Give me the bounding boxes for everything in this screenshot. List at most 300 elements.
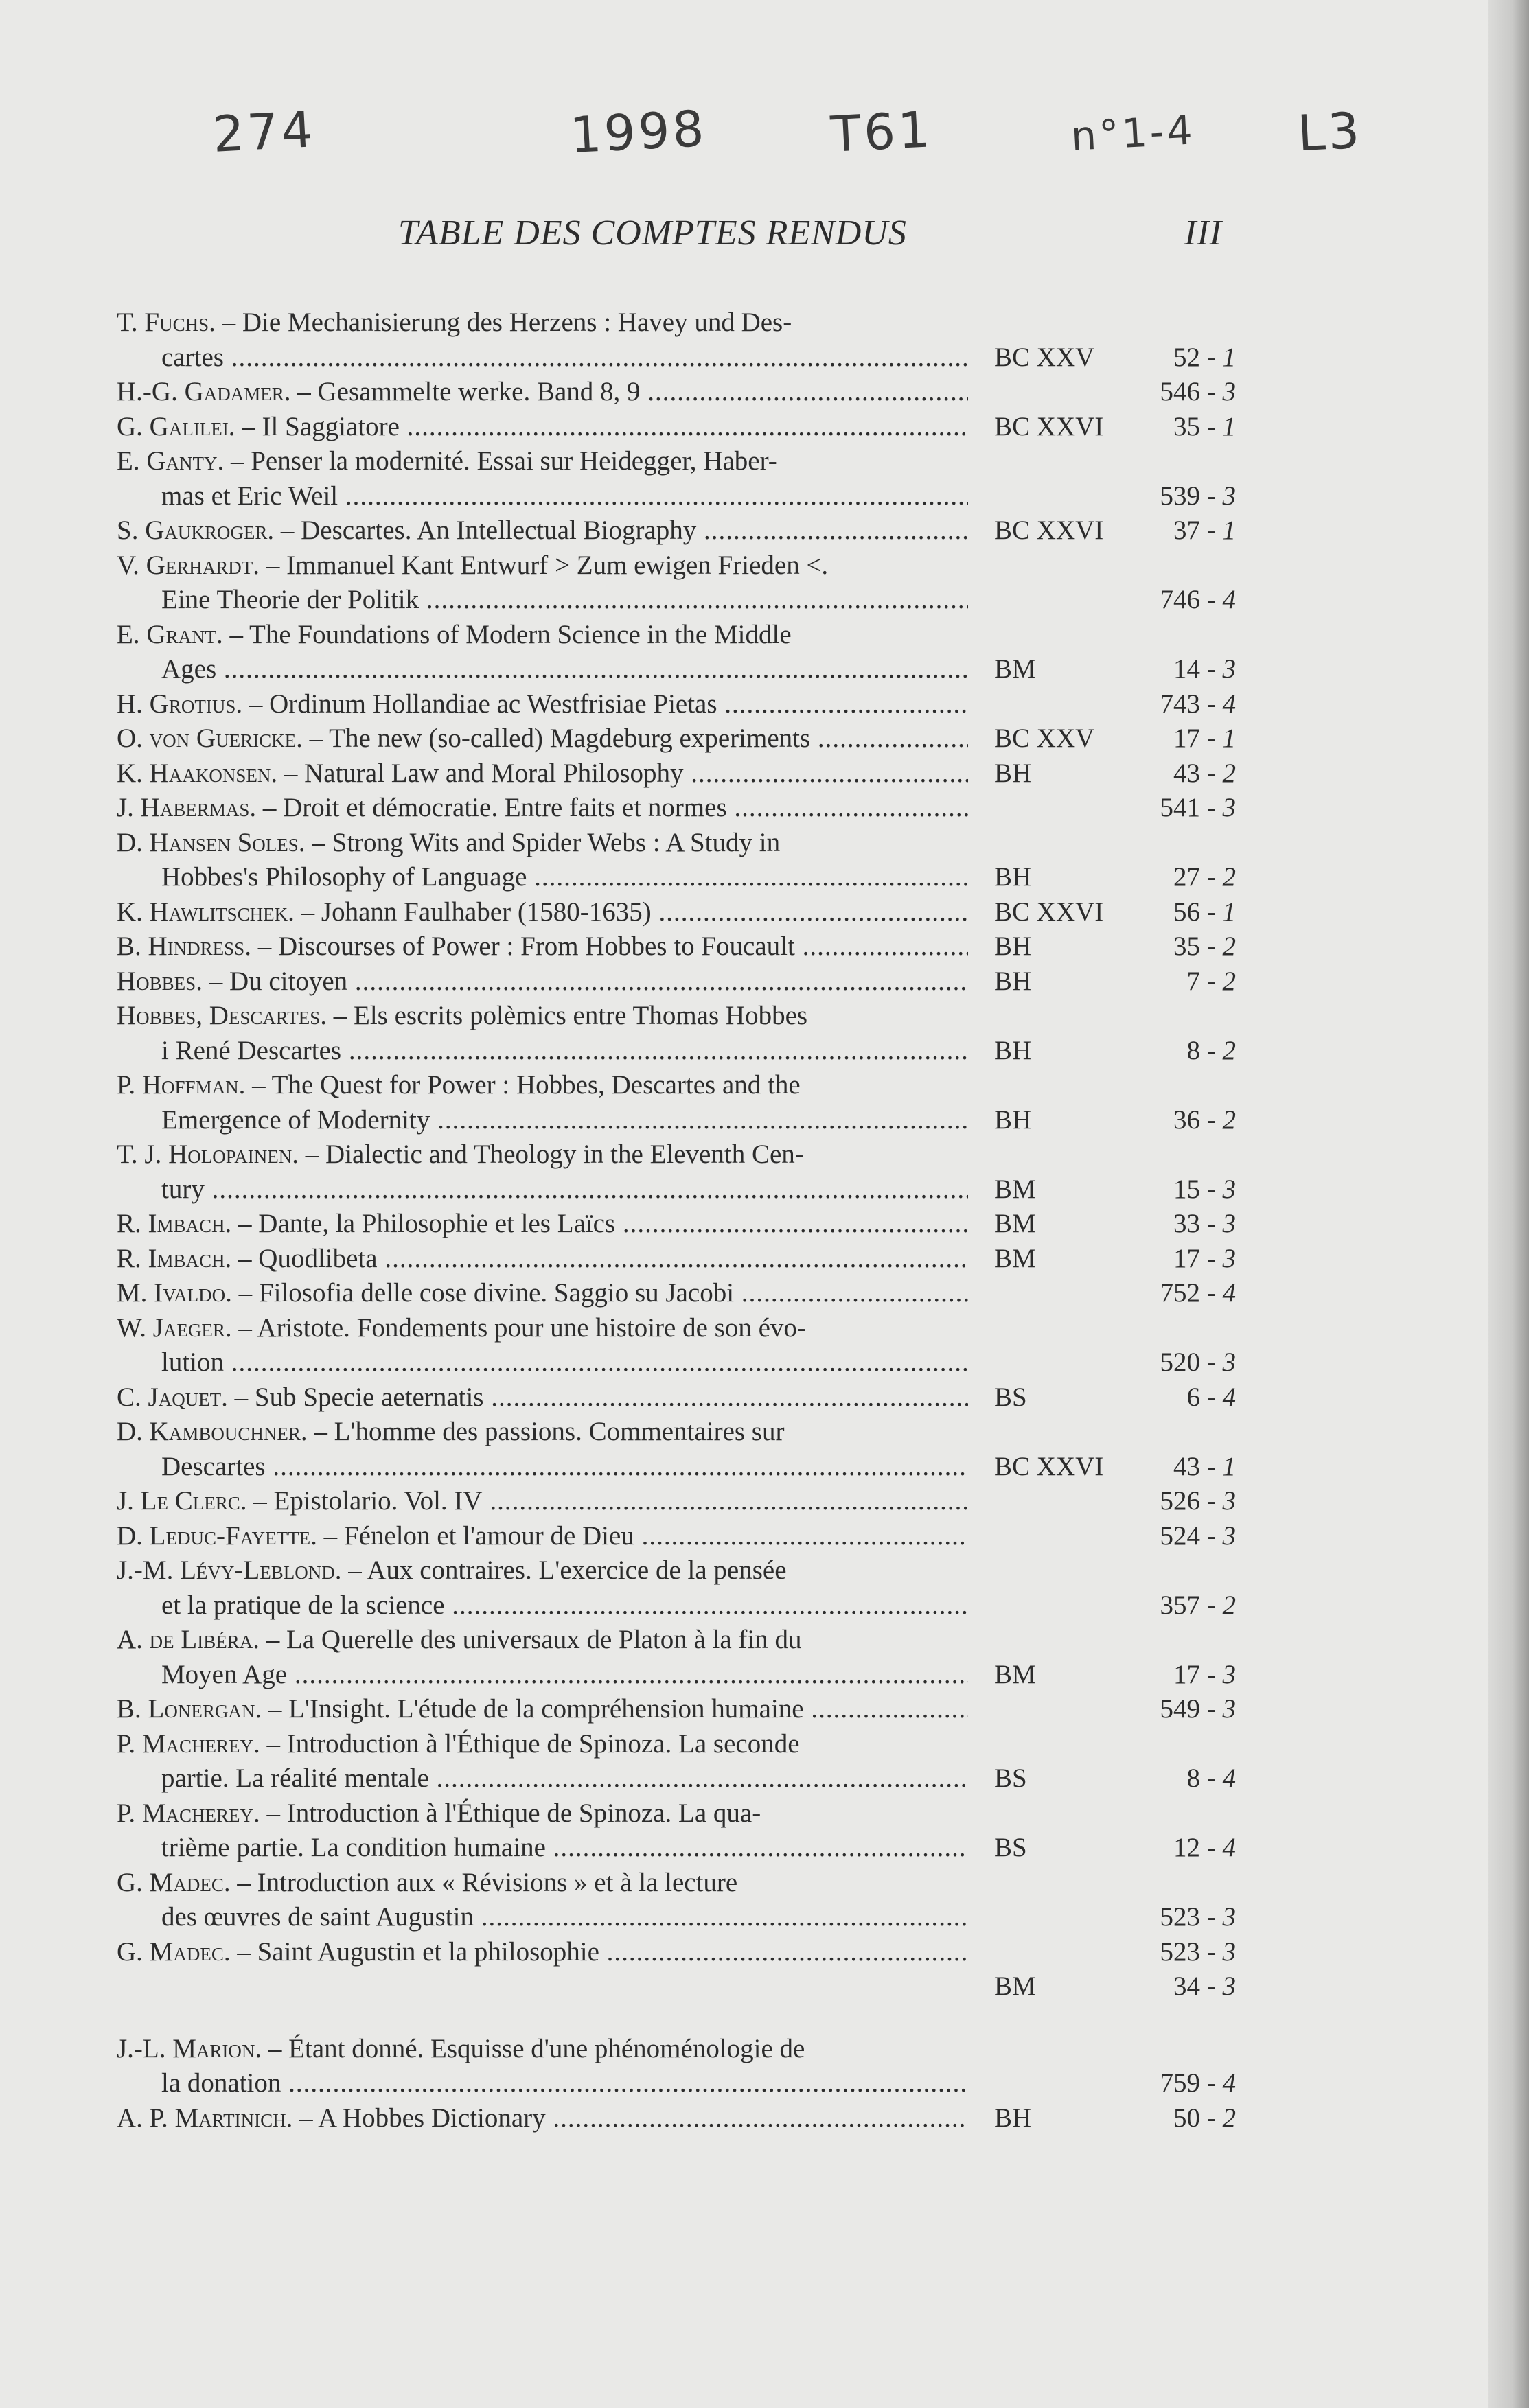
entry-text [117,1692,968,1727]
entry-title: – Dialectic and Theology in the Eleventh Cen- [305,1139,804,1169]
running-head [398,213,1222,261]
page-value: 17 - [1173,1243,1216,1273]
part-number: 4 [1222,1763,1236,1793]
entry-title: lution ..... [161,1347,968,1377]
index-entry [117,375,1236,410]
entry-title: la donation ..... [161,2068,968,2098]
entry-line [117,618,1236,653]
entry-author: S. Gaukroger. [117,516,275,545]
entry-line [117,1276,1236,1311]
page-reference [1126,1588,1236,1623]
index-entry [117,2032,1236,2101]
review-code: BH [994,1104,1032,1135]
page-value: 15 - [1173,1174,1216,1204]
review-code: BM [994,1659,1036,1689]
part-number: 2 [1222,862,1236,892]
review-code: BM [994,654,1036,684]
entry-title: – Droit et démocratie. Entre faits et normes ..... [263,793,968,822]
entry-line [117,1796,1236,1831]
page-value: 35 - [1173,931,1216,961]
handwritten-note: 1998 [568,99,709,165]
entry-text [117,2032,968,2067]
entry-author: B. Lonergan. [117,1694,262,1724]
page-reference [1126,583,1236,618]
index-entry [117,1207,1236,1242]
page-value: 8 - [1186,1035,1216,1065]
entry-title: – Natural Law and Moral Philosophy ..... [284,759,968,788]
part-number: 3 [1222,1347,1236,1377]
entry-line [117,1450,1236,1485]
page-reference [1126,687,1236,722]
page-value: 539 - [1160,481,1216,511]
entry-author: R. Imbach. [117,1209,232,1238]
entry-text [117,1623,968,1658]
entry-title: – The Foundations of Modern Science in the Middle [229,619,792,649]
index-entry [117,1068,1236,1137]
entry-line [117,1727,1236,1762]
part-number: 3 [1222,1694,1236,1724]
index-entry [117,791,1236,826]
entry-text [117,964,968,999]
part-number: 1 [1222,411,1236,441]
entry-line [117,1068,1236,1103]
entry-line [117,1623,1236,1658]
entry-text [117,375,968,410]
entry-text [161,1034,968,1069]
page-reference [1126,1969,1236,2004]
entry-line [117,305,1236,340]
entry-title: Eine Theorie der Politik ..... [161,585,968,614]
entry-text [161,2066,968,2101]
page-value: 43 - [1173,1451,1216,1481]
page-value: 33 - [1173,1209,1216,1238]
entry-author: M. Ivaldo. [117,1278,232,1308]
index-entry [117,444,1236,513]
handwritten-note: L3 [1296,101,1364,163]
page-reference [1126,513,1236,548]
entry-title: mas et Eric Weil ..... [161,481,968,511]
entry-line [117,756,1236,791]
entry-text [117,1311,968,1346]
entry-line [117,1103,1236,1138]
entry-title: et la pratique de la science ..... [161,1590,968,1620]
entry-author: T. Fuchs. [117,308,216,337]
page-value: 7 - [1186,966,1216,996]
page-reference [1126,1935,1236,1970]
part-number: 4 [1222,1278,1236,1308]
page-value: 541 - [1160,793,1216,822]
entry-title: Ages ..... [161,654,968,684]
entry-title: – Saint Augustin et la philosophie ..... [237,1937,968,1967]
entry-author: P. Macherey. [117,1728,260,1759]
entry-line [117,1692,1236,1727]
entry-title: – Epistolario. Vol. IV ..... [253,1486,968,1516]
entry-title: – Introduction à l'Éthique de Spinoza. La qua- [266,1798,761,1828]
entry-line [117,375,1236,410]
entry-text [161,479,968,514]
entry-title: – Sub Specie aeternatis ..... [235,1382,968,1412]
page-reference [1126,964,1236,999]
entry-text [117,1553,968,1588]
entry-text [117,999,968,1034]
entry-title: – Els escrits polèmics entre Thomas Hobbes [333,1001,808,1030]
index-entry [117,1866,1236,1935]
entry-line [117,826,1236,861]
entry-text [161,1831,968,1866]
page-value: 27 - [1173,862,1216,892]
entry-text [161,583,968,618]
entry-title: – Gesammelte werke. Band 8, 9 ..... [297,377,968,406]
entry-author: K. Hawlitschek. [117,896,295,927]
handwritten-note: T61 [829,100,934,163]
entry-author: K. Haakonsen. [117,758,278,788]
review-code: BS [994,1382,1027,1412]
review-code: BH [994,2103,1032,2133]
page-reference [1126,2066,1236,2101]
entry-author: A. de Libéra. [117,1625,260,1654]
entry-title: – Étant donné. Esquisse d'une phénoménologie de [268,2033,805,2063]
entry-text [117,1415,968,1450]
entry-line [117,687,1236,722]
page-reference [1126,1831,1236,1866]
page-reference [1126,1380,1236,1415]
part-number: 3 [1222,1659,1236,1689]
entry-line [117,860,1236,895]
entry-author: H. Grotius. [117,688,243,719]
entry-text [117,1207,968,1242]
entry-line [117,929,1236,964]
entry-line [117,1137,1236,1172]
page-reference [1126,1900,1236,1935]
entry-text [161,1588,968,1623]
entry-line [117,1866,1236,1901]
entry-text [117,513,968,548]
page-value: 520 - [1160,1347,1216,1377]
index-entry [117,2101,1236,2136]
entry-text [117,721,968,756]
index-entry [117,721,1236,756]
index-entry [117,1796,1236,1866]
entry-text [117,1484,968,1519]
entry-line [117,791,1236,826]
part-number: 2 [1222,2103,1236,2133]
entry-title: partie. La réalité mentale ..... [161,1763,968,1793]
entry-text [161,1345,968,1380]
page-value: 56 - [1173,896,1216,927]
page-value: 526 - [1160,1486,1216,1516]
entry-line [117,652,1236,687]
page-reference [1126,1519,1236,1554]
index-entry [117,1311,1236,1380]
part-number: 3 [1222,377,1236,406]
entry-title: – Immanuel Kant Entwurf > Zum ewigen Frieden <. [266,550,829,580]
entry-line [117,1969,1236,2004]
entry-title: tury ..... [161,1174,968,1204]
entry-text [117,895,968,930]
part-number: 1 [1222,1451,1236,1481]
entry-text [117,1380,968,1415]
review-code: BM [994,1209,1036,1238]
entry-title: Descartes ..... [161,1452,968,1481]
page-reference [1126,1276,1236,1311]
part-number: 3 [1222,1936,1236,1967]
entry-title: – Ordinum Hollandiae ac Westfrisiae Pietas ..... [249,689,968,719]
entry-line [117,2101,1236,2136]
page-value: 34 - [1173,1971,1216,2001]
part-number: 3 [1222,1209,1236,1238]
entry-text [117,929,968,964]
entry-line [117,964,1236,999]
index-entry [117,1242,1236,1277]
part-number: 3 [1222,1902,1236,1932]
part-number: 3 [1222,1520,1236,1551]
page-reference [1126,375,1236,410]
entry-line [117,1415,1236,1450]
index-entry [117,999,1236,1068]
page-reference [1126,1692,1236,1727]
part-number: 4 [1222,688,1236,719]
page-reference [1126,1242,1236,1277]
entry-text [117,305,968,340]
page-reference [1126,1103,1236,1138]
part-number: 2 [1222,1590,1236,1620]
entry-title: – L'Insight. L'étude de la compréhension humaine ..... [268,1694,968,1724]
page-reference [1126,1658,1236,1693]
entry-text [117,1866,968,1901]
part-number: 1 [1222,896,1236,927]
page-value: 50 - [1173,2103,1216,2133]
index-entry [117,1553,1236,1623]
page-value: 43 - [1173,758,1216,788]
entry-title: – Filosofia delle cose divine. Saggio su Jacobi ..... [239,1278,968,1308]
index-entry [117,1276,1236,1311]
index-entry [117,964,1236,999]
entry-author: J.-M. Lévy-Leblond. [117,1555,342,1585]
entry-line [117,1380,1236,1415]
entry-text [161,1900,968,1935]
page-value: 743 - [1160,688,1216,719]
entry-line [117,721,1236,756]
entry-title: – The new (so-called) Magdeburg experiments ..... [310,723,968,753]
entry-line [117,479,1236,514]
entry-title: des œuvres de saint Augustin ..... [161,1902,968,1932]
entry-text [161,1103,968,1138]
entry-text [161,1761,968,1796]
page-value: 36 - [1173,1104,1216,1135]
entry-line [117,1553,1236,1588]
entry-line [117,1900,1236,1935]
entry-author: B. Hindress. [117,931,251,961]
entry-text [117,1935,968,1970]
entry-text [117,410,968,445]
entry-title: – Die Mechanisierung des Herzens : Havey und Des- [222,308,792,337]
part-number: 1 [1222,342,1236,372]
review-code: BH [994,931,1032,961]
entry-author: R. Imbach. [117,1243,232,1273]
page-reference [1126,1761,1236,1796]
page-value: 17 - [1173,1659,1216,1689]
index-entry [117,305,1236,375]
entry-author: H.-G. Gadamer. [117,377,291,406]
entry-line [117,1588,1236,1623]
entry-title: – The Quest for Power : Hobbes, Descartes and the [252,1070,801,1100]
review-index-list [117,305,1236,2135]
page-value: 524 - [1160,1520,1216,1551]
entry-line [117,1484,1236,1519]
entry-title: trième partie. La condition humaine ..... [161,1833,968,1862]
entry-line [117,2032,1236,2067]
part-number: 3 [1222,654,1236,684]
index-entry [117,687,1236,722]
index-entry [117,1727,1236,1796]
entry-text [117,1068,968,1103]
entry-line [117,1242,1236,1277]
page-number: III [1184,213,1222,253]
page-value: 746 - [1160,585,1216,614]
entry-author: Hobbes, Descartes. [117,1001,327,1030]
index-entry [117,618,1236,687]
page-reference [1126,410,1236,445]
entry-title: – La Querelle des universaux de Platon à la fin du [266,1625,802,1654]
page-reference [1126,756,1236,791]
index-entry [117,548,1236,618]
page-value: 14 - [1173,654,1216,684]
entry-line [117,1172,1236,1207]
entry-title: – Discourses of Power : From Hobbes to Foucault ..... [258,931,968,961]
entry-author: P. Hoffman. [117,1070,246,1100]
entry-author: J. Habermas. [117,793,257,822]
part-number: 3 [1222,1174,1236,1204]
entry-line [117,548,1236,583]
review-code: BC XXVI [994,1451,1104,1481]
part-number: 3 [1222,1486,1236,1516]
entry-text [161,340,968,375]
index-entry [117,410,1236,445]
page-value: 523 - [1160,1936,1216,1967]
entry-author: O. von Guericke. [117,723,303,753]
entry-author: J.-L. Marion. [117,2033,262,2063]
entry-text [117,1796,968,1831]
part-number: 4 [1222,585,1236,614]
entry-title: – Introduction aux « Révisions » et à la lecture [237,1867,738,1897]
entry-title: – Aux contraires. L'exercice de la pensée [348,1555,787,1585]
page-reference [1126,895,1236,930]
page-reference [1126,721,1236,756]
entry-text [117,2101,968,2136]
review-code: BM [994,1971,1036,2001]
entry-text [117,826,968,861]
page-value: 357 - [1160,1590,1216,1620]
entry-author: D. Kambouchner. [117,1417,308,1446]
entry-text [117,1276,968,1311]
part-number: 2 [1222,931,1236,961]
review-code: BC XXVI [994,411,1104,441]
entry-title: – Du citoyen ..... [209,966,968,996]
entry-author: C. Jaquet. [117,1382,228,1412]
entry-author: D. Hansen Soles. [117,827,306,857]
part-number: 2 [1222,966,1236,996]
review-code: BS [994,1833,1027,1862]
page-reference [1126,1034,1236,1069]
entry-line [117,1345,1236,1380]
entry-title: – Introduction à l'Éthique de Spinoza. La seconde [266,1728,800,1759]
entry-line [117,1935,1236,1970]
entry-text [117,1519,968,1554]
entry-title: Moyen Age ..... [161,1660,968,1689]
entry-text [117,756,968,791]
review-code: BC XXV [994,342,1095,372]
entry-line [117,1207,1236,1242]
entry-author: G. Galilei. [117,411,235,441]
entry-title: – Quodlibeta ..... [238,1244,968,1273]
page-value: 35 - [1173,411,1216,441]
entry-line [117,583,1236,618]
entry-line [117,1311,1236,1346]
page-reference [1126,929,1236,964]
page-value: 52 - [1173,342,1216,372]
index-entry [117,513,1236,548]
entry-author: V. Gerhardt. [117,550,260,580]
entry-title: i René Descartes ..... [161,1036,968,1065]
entry-title: – A Hobbes Dictionary ..... [299,2103,968,2133]
entry-text [161,1172,968,1207]
page-reference [1126,652,1236,687]
entry-title: cartes ..... [161,343,968,372]
entry-text [117,1727,968,1762]
page-reference [1126,1450,1236,1485]
page-reference [1126,860,1236,895]
entry-title: – Descartes. An Intellectual Biography ..... [281,516,968,545]
entry-author: G. Madec. [117,1867,231,1897]
page-value: 8 - [1186,1763,1216,1793]
part-number: 1 [1222,516,1236,545]
entry-author: E. Ganty. [117,446,225,476]
page-reference [1126,340,1236,375]
entry-text [117,618,968,653]
entry-text [161,1658,968,1693]
entry-text [117,687,968,722]
page-reference [1126,1484,1236,1519]
entry-title: – Il Saggiatore ..... [242,412,968,441]
page-value: 546 - [1160,377,1216,406]
entry-title: – L'homme des passions. Commentaires sur [314,1417,785,1446]
entry-title: – Fénelon et l'amour de Dieu ..... [324,1521,968,1551]
entry-text [161,860,968,895]
page-value: 549 - [1160,1694,1216,1724]
index-entry [117,1484,1236,1519]
page-value: 12 - [1173,1833,1216,1862]
index-entry [117,1415,1236,1484]
entry-line [117,1519,1236,1554]
entry-line [117,444,1236,479]
entry-line [117,340,1236,375]
part-number: 2 [1222,1104,1236,1135]
entry-author: T. J. Holopainen. [117,1139,299,1169]
entry-line [117,1034,1236,1069]
page-value: 17 - [1173,723,1216,753]
entry-line [117,1658,1236,1693]
page-value: 6 - [1186,1382,1216,1412]
entry-line [117,895,1236,930]
entry-line [117,1761,1236,1796]
entry-title: Hobbes's Philosophy of Language ..... [161,862,968,892]
part-number: 4 [1222,1833,1236,1862]
page-value: 752 - [1160,1278,1216,1308]
page-reference [1126,1172,1236,1207]
entry-title: – Dante, la Philosophie et les Laïcs ..... [238,1209,968,1238]
page-value: 759 - [1160,2068,1216,2098]
entry-text [161,1450,968,1485]
